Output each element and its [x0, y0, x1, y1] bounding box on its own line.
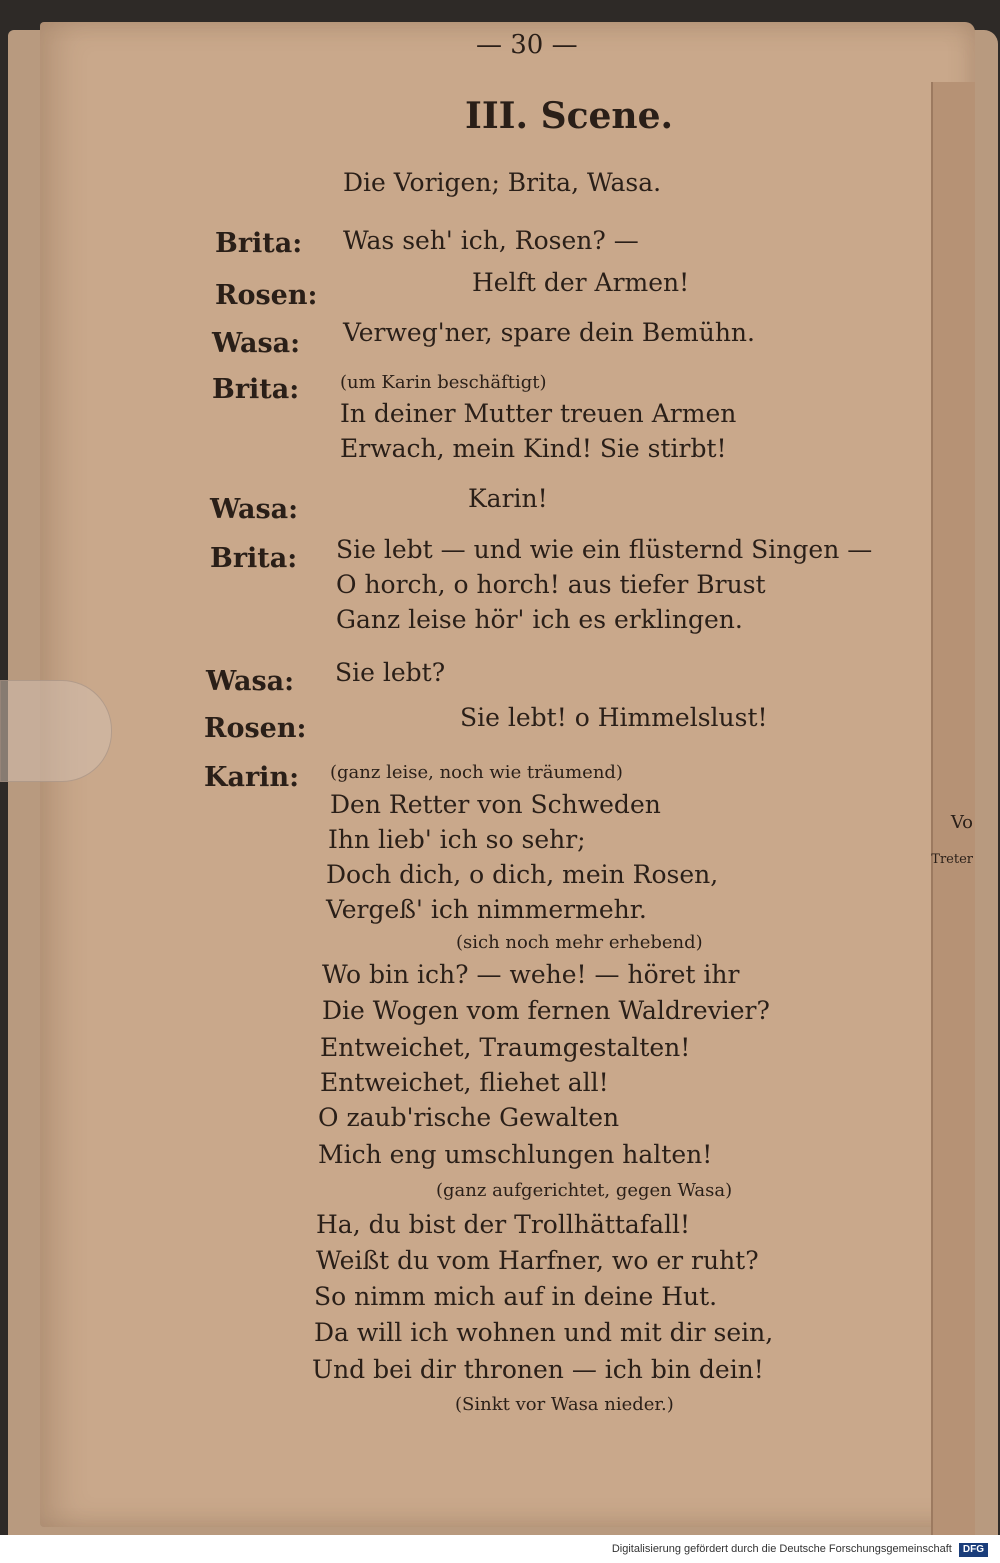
- dialogue-line: Helft der Armen!: [472, 268, 690, 297]
- dialogue-line: Vergeß' ich nimmermehr.: [326, 895, 647, 924]
- dialogue-line: So nimm mich auf in deine Hut.: [314, 1282, 718, 1311]
- dialogue-line: Sie lebt?: [335, 658, 446, 687]
- footer-text: Digitalisierung gefördert durch die Deutsche Forschungsgemeinschaft: [611, 1543, 952, 1555]
- dialogue-line: Verweg'ner, spare dein Bemühn.: [343, 318, 755, 347]
- stage-direction: (ganz leise, noch wie träumend): [330, 762, 623, 783]
- dialogue-line: Den Retter von Schweden: [330, 790, 661, 819]
- dialogue-line: Erwach, mein Kind! Sie stirbt!: [340, 434, 727, 463]
- dialogue-line: Was seh' ich, Rosen? —: [343, 226, 639, 255]
- dialogue-line: Wo bin ich? — wehe! — höret ihr: [322, 960, 740, 989]
- speaker-label: Brita:: [212, 374, 300, 405]
- stage-direction: (ganz aufgerichtet, gegen Wasa): [436, 1180, 733, 1201]
- page-number: — 30 —: [476, 30, 578, 60]
- speaker-label: Rosen:: [204, 713, 307, 744]
- speaker-label: Brita:: [210, 543, 298, 574]
- speaker-label: Wasa:: [210, 494, 299, 525]
- digitization-footer: [0, 1535, 1000, 1563]
- next-page-edge-text: Vo: [950, 812, 973, 833]
- next-page-edge: [931, 82, 975, 1542]
- speaker-label: Brita:: [215, 228, 303, 259]
- dialogue-line: Sie lebt! o Himmelslust!: [460, 703, 768, 732]
- speaker-label: Wasa:: [206, 666, 295, 697]
- dialogue-line: Und bei dir thronen — ich bin dein!: [312, 1355, 764, 1384]
- dialogue-line: Die Wogen vom fernen Waldrevier?: [322, 996, 770, 1025]
- dialogue-line: O zaub'rische Gewalten: [318, 1103, 620, 1132]
- speaker-label: Karin:: [204, 762, 300, 793]
- bookmark-tab: [0, 680, 112, 782]
- speaker-label: Rosen:: [215, 280, 318, 311]
- dialogue-line: In deiner Mutter treuen Armen: [340, 399, 737, 428]
- speaker-label: Wasa:: [212, 328, 301, 359]
- dialogue-line: Da will ich wohnen und mit dir sein,: [314, 1318, 774, 1347]
- dialogue-line: Ganz leise hör' ich es erklingen.: [336, 605, 743, 634]
- dialogue-line: Ha, du bist der Trollhättafall!: [316, 1210, 691, 1239]
- scene-title: III. Scene.: [465, 95, 674, 137]
- dialogue-line: Entweichet, fliehet all!: [320, 1068, 609, 1097]
- dialogue-line: O horch, o horch! aus tiefer Brust: [336, 570, 766, 599]
- stage-direction: (Sinkt vor Wasa nieder.): [455, 1394, 674, 1415]
- dialogue-line: Ihn lieb' ich so sehr;: [328, 825, 586, 854]
- dialogue-line: Doch dich, o dich, mein Rosen,: [326, 860, 719, 889]
- next-page-edge-text: Treter: [931, 852, 973, 867]
- dialogue-line: Mich eng umschlungen halten!: [318, 1140, 713, 1169]
- dialogue-line: Weißt du vom Harfner, wo er ruht?: [316, 1246, 759, 1275]
- stage-direction-intro: Die Vorigen; Brita, Wasa.: [343, 168, 662, 197]
- dfg-logo: DFG: [959, 1543, 988, 1557]
- dialogue-line: Sie lebt — und wie ein flüsternd Singen —: [336, 535, 873, 564]
- stage-direction: (sich noch mehr erhebend): [456, 932, 703, 953]
- stage-direction: (um Karin beschäftigt): [340, 372, 547, 393]
- dialogue-line: Karin!: [468, 484, 548, 513]
- dialogue-line: Entweichet, Traumgestalten!: [320, 1033, 691, 1062]
